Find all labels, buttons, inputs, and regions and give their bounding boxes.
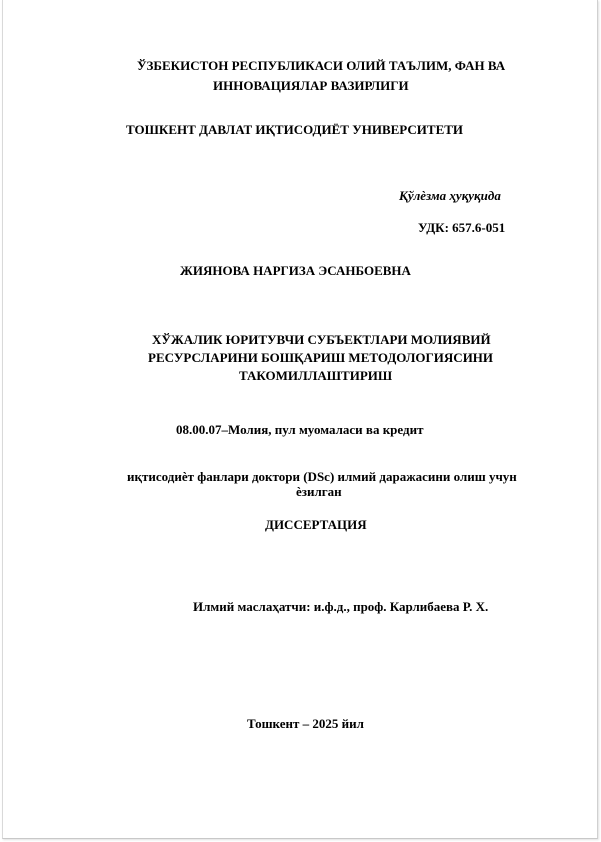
ministry-line-1: ЎЗБЕКИСТОН РЕСПУБЛИКАСИ ОЛИЙ ТАЪЛИМ, ФАН ВА xyxy=(137,58,506,73)
udc-code: УДК: 657.6-051 xyxy=(418,220,506,235)
place-and-year: Тошкент – 2025 йил xyxy=(247,716,364,731)
document-type: ДИССЕРТАЦИЯ xyxy=(265,517,367,532)
ministry-line-2: ИННОВАЦИЯЛАР ВАЗИРЛИГИ xyxy=(213,78,409,93)
thesis-title-line-1: ХЎЖАЛИК ЮРИТУВЧИ СУБЪЕКТЛАРИ МОЛИЯВИЙ xyxy=(152,332,491,347)
degree-line-2: ѐзилган xyxy=(296,484,342,499)
thesis-title-line-2: РЕСУРСЛАРИНИ БОШҚАРИШ МЕТОДОЛОГИЯСИНИ xyxy=(148,350,494,365)
degree-line-1: иқтисодиѐт фанлари доктори (DSc) илмий даражасини олиш учун xyxy=(127,469,517,484)
scientific-advisor: Илмий маслаҳатчи: и.ф.д., проф. Карлибаева Р. Х. xyxy=(193,599,489,614)
university-name: ТОШКЕНТ ДАВЛАТ ИҚТИСОДИЁТ УНИВЕРСИТЕТИ xyxy=(126,122,464,137)
author-name: ЖИЯНОВА НАРГИЗА ЭСАНБОЕВНА xyxy=(180,263,411,278)
thesis-title-line-3: ТАКОМИЛЛАШТИРИШ xyxy=(239,368,393,383)
manuscript-rights: Қўлѐзма ҳуқуқида xyxy=(399,188,501,203)
specialty-code: 08.00.07–Молия, пул муомаласи ва кредит xyxy=(176,422,424,437)
